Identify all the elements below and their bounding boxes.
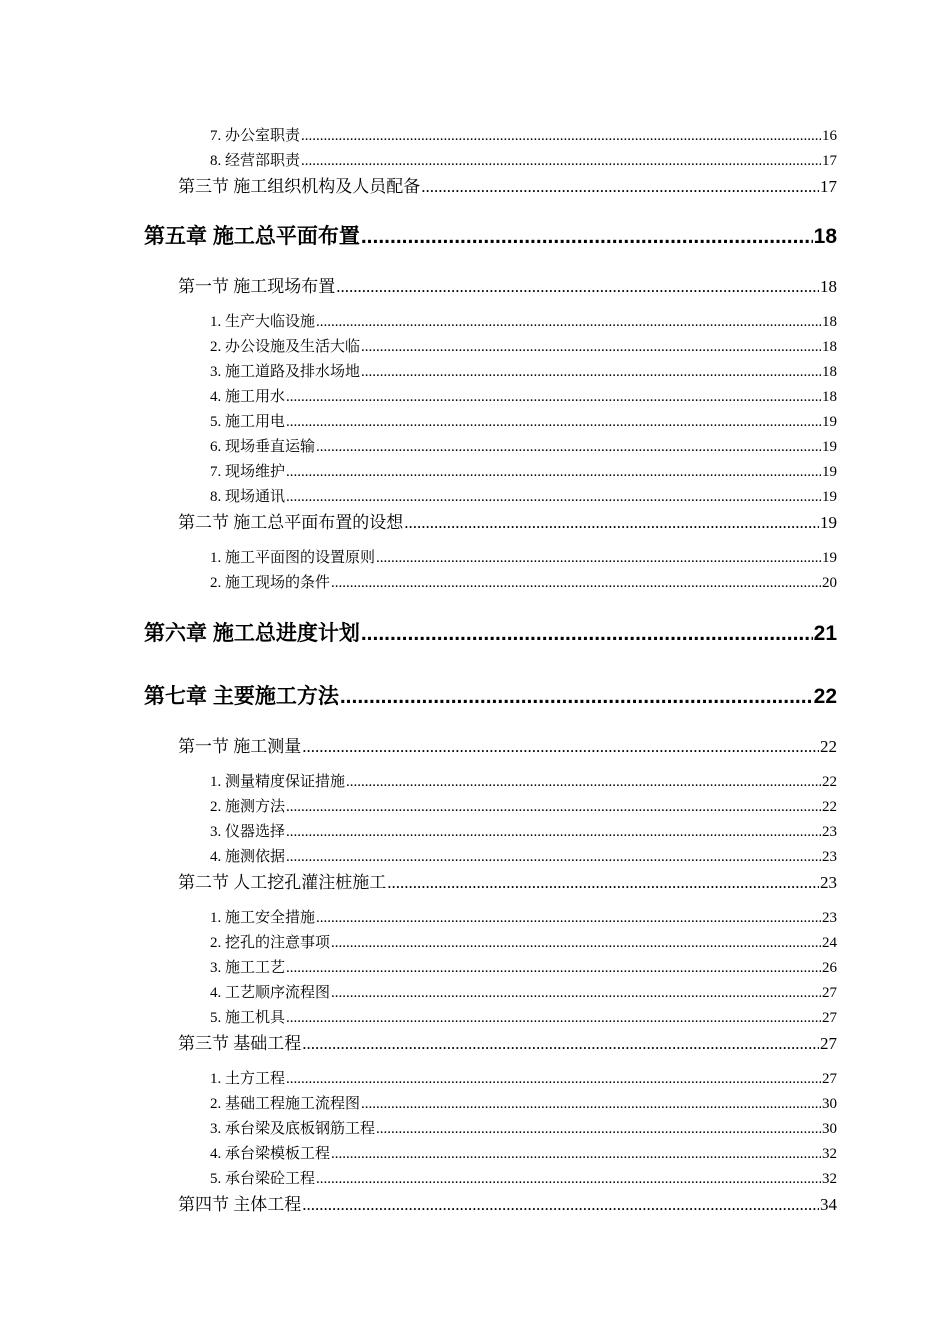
toc-item[interactable] bbox=[0, 546, 837, 571]
toc-section[interactable] bbox=[0, 174, 837, 199]
dot-leader bbox=[361, 224, 813, 250]
toc-page-number: 27 bbox=[820, 1034, 837, 1053]
toc-item-label: 1. 测量精度保证措施 bbox=[210, 774, 346, 790]
toc-page-number: 27 bbox=[822, 985, 837, 1001]
dot-leader bbox=[387, 870, 819, 895]
toc-page-number: 23 bbox=[822, 849, 837, 865]
toc-chapter[interactable] bbox=[0, 224, 837, 250]
toc-page-number: 17 bbox=[822, 153, 837, 169]
toc-section[interactable] bbox=[0, 510, 837, 535]
toc-page-number: 34 bbox=[820, 1195, 837, 1214]
toc-page-number: 23 bbox=[822, 910, 837, 926]
toc-item-label: 8. 经营部职责 bbox=[210, 153, 301, 169]
toc-item[interactable] bbox=[0, 1067, 837, 1092]
dot-leader bbox=[302, 1031, 819, 1056]
toc-page-number: 19 bbox=[822, 464, 837, 480]
toc-chapter-label: 第五章 施工总平面布置 bbox=[144, 225, 360, 248]
toc-item-label: 2. 挖孔的注意事项 bbox=[210, 935, 331, 951]
toc-page-number: 21 bbox=[813, 622, 837, 645]
toc-item[interactable] bbox=[0, 335, 837, 360]
dot-leader bbox=[361, 335, 821, 360]
toc-page-number: 23 bbox=[822, 824, 837, 840]
dot-leader bbox=[404, 510, 819, 535]
toc-item-label: 4. 施工用水 bbox=[210, 389, 286, 405]
toc-page-number: 19 bbox=[820, 513, 837, 532]
toc-chapter-label: 第七章 主要施工方法 bbox=[144, 685, 339, 708]
toc-page-number: 18 bbox=[822, 314, 837, 330]
toc-item[interactable] bbox=[0, 906, 837, 931]
toc-page-number: 23 bbox=[820, 873, 837, 892]
dot-leader bbox=[316, 310, 821, 335]
toc-item[interactable] bbox=[0, 956, 837, 981]
dot-leader bbox=[286, 1067, 821, 1092]
toc-page-number: 32 bbox=[822, 1171, 837, 1187]
dot-leader bbox=[316, 906, 821, 931]
toc-item[interactable] bbox=[0, 310, 837, 335]
dot-leader bbox=[286, 956, 821, 981]
toc-item-label: 2. 施测方法 bbox=[210, 799, 286, 815]
toc-section-label: 第三节 基础工程 bbox=[178, 1034, 302, 1053]
toc-item-label: 5. 施工机具 bbox=[210, 1010, 286, 1026]
toc-item-label: 5. 承台梁砼工程 bbox=[210, 1171, 316, 1187]
toc-page-number: 18 bbox=[822, 364, 837, 380]
toc-section-label: 第三节 施工组织机构及人员配备 bbox=[178, 177, 421, 196]
toc-item-label: 1. 施工安全措施 bbox=[210, 910, 316, 926]
toc-item-label: 3. 承台梁及底板钢筋工程 bbox=[210, 1121, 376, 1137]
toc-item[interactable] bbox=[0, 820, 837, 845]
dot-leader bbox=[301, 149, 821, 174]
toc-page-number: 32 bbox=[822, 1146, 837, 1162]
toc-item[interactable] bbox=[0, 1117, 837, 1142]
toc-page-number: 18 bbox=[813, 225, 837, 248]
toc-page-number: 22 bbox=[820, 737, 837, 756]
toc-page-number: 27 bbox=[822, 1010, 837, 1026]
toc-chapter[interactable] bbox=[0, 684, 837, 710]
toc-item-label: 7. 现场维护 bbox=[210, 464, 286, 480]
dot-leader bbox=[316, 435, 821, 460]
toc-item-label: 2. 施工现场的条件 bbox=[210, 575, 331, 591]
toc-page-number: 18 bbox=[820, 277, 837, 296]
toc-page-number: 19 bbox=[822, 489, 837, 505]
toc-page-number: 19 bbox=[822, 439, 837, 455]
toc-section[interactable] bbox=[0, 1031, 837, 1056]
toc-section-label: 第四节 主体工程 bbox=[178, 1195, 302, 1214]
toc-page-number: 22 bbox=[822, 799, 837, 815]
dot-leader bbox=[302, 734, 819, 759]
dot-leader bbox=[286, 845, 821, 870]
dot-leader bbox=[316, 1167, 821, 1192]
dot-leader bbox=[361, 621, 813, 647]
toc-section-label: 第一节 施工测量 bbox=[178, 737, 302, 756]
toc-item[interactable] bbox=[0, 1092, 837, 1117]
toc-item[interactable] bbox=[0, 1006, 837, 1031]
dot-leader bbox=[286, 1006, 821, 1031]
toc-item-label: 3. 施工道路及排水场地 bbox=[210, 364, 361, 380]
toc-item[interactable] bbox=[0, 435, 837, 460]
toc-item[interactable] bbox=[0, 485, 837, 510]
dot-leader bbox=[331, 571, 821, 596]
toc-page-number: 19 bbox=[822, 550, 837, 566]
dot-leader bbox=[361, 360, 821, 385]
toc-item-label: 1. 施工平面图的设置原则 bbox=[210, 550, 376, 566]
toc-page-number: 22 bbox=[822, 774, 837, 790]
dot-leader bbox=[331, 981, 821, 1006]
dot-leader bbox=[286, 820, 821, 845]
toc-item[interactable] bbox=[0, 981, 837, 1006]
dot-leader bbox=[331, 931, 821, 956]
toc-page-number: 18 bbox=[822, 389, 837, 405]
toc-item-label: 7. 办公室职责 bbox=[210, 128, 301, 144]
dot-leader bbox=[376, 1117, 821, 1142]
dot-leader bbox=[286, 460, 821, 485]
dot-leader bbox=[421, 174, 819, 199]
toc-page-number: 17 bbox=[820, 177, 837, 196]
toc-section[interactable] bbox=[0, 1192, 837, 1217]
toc-page-number: 18 bbox=[822, 339, 837, 355]
toc-item[interactable] bbox=[0, 460, 837, 485]
toc-item-label: 3. 施工工艺 bbox=[210, 960, 286, 976]
dot-leader bbox=[301, 124, 821, 149]
dot-leader bbox=[302, 1192, 819, 1217]
dot-leader bbox=[286, 795, 821, 820]
toc-item-label: 6. 现场垂直运输 bbox=[210, 439, 316, 455]
toc-item[interactable] bbox=[0, 770, 837, 795]
dot-leader bbox=[340, 684, 813, 710]
toc-item[interactable] bbox=[0, 795, 837, 820]
toc-section-label: 第一节 施工现场布置 bbox=[178, 277, 336, 296]
toc-item-label: 4. 承台梁模板工程 bbox=[210, 1146, 331, 1162]
toc-page-number: 16 bbox=[822, 128, 837, 144]
dot-leader bbox=[286, 385, 821, 410]
table-of-contents bbox=[0, 124, 950, 1217]
toc-section-label: 第二节 人工挖孔灌注桩施工 bbox=[178, 873, 387, 892]
toc-section-label: 第二节 施工总平面布置的设想 bbox=[178, 513, 404, 532]
dot-leader bbox=[336, 274, 819, 299]
toc-item[interactable] bbox=[0, 571, 837, 596]
toc-section[interactable] bbox=[0, 274, 837, 299]
toc-chapter-label: 第六章 施工总进度计划 bbox=[144, 622, 360, 645]
toc-item[interactable] bbox=[0, 845, 837, 870]
toc-page-number: 22 bbox=[813, 685, 837, 708]
toc-item-label: 5. 施工用电 bbox=[210, 414, 286, 430]
dot-leader bbox=[331, 1142, 821, 1167]
toc-item[interactable] bbox=[0, 410, 837, 435]
toc-page-number: 26 bbox=[822, 960, 837, 976]
dot-leader bbox=[376, 546, 821, 571]
toc-item-label: 8. 现场通讯 bbox=[210, 489, 286, 505]
toc-page-number: 20 bbox=[822, 575, 837, 591]
toc-item-label: 4. 工艺顺序流程图 bbox=[210, 985, 331, 1001]
toc-item[interactable] bbox=[0, 360, 837, 385]
toc-page-number: 30 bbox=[822, 1121, 837, 1137]
toc-page-number: 24 bbox=[822, 935, 837, 951]
toc-section[interactable] bbox=[0, 870, 837, 895]
toc-item-label: 4. 施测依据 bbox=[210, 849, 286, 865]
toc-item[interactable] bbox=[0, 1142, 837, 1167]
toc-page-number: 30 bbox=[822, 1096, 837, 1112]
toc-section[interactable] bbox=[0, 734, 837, 759]
toc-item[interactable] bbox=[0, 1167, 837, 1192]
toc-chapter[interactable] bbox=[0, 621, 837, 647]
toc-item-label: 2. 办公设施及生活大临 bbox=[210, 339, 361, 355]
toc-item-label: 3. 仪器选择 bbox=[210, 824, 286, 840]
toc-item[interactable] bbox=[0, 149, 837, 174]
dot-leader bbox=[346, 770, 821, 795]
toc-page-number: 19 bbox=[822, 414, 837, 430]
toc-item[interactable] bbox=[0, 124, 837, 149]
toc-item-label: 1. 生产大临设施 bbox=[210, 314, 316, 330]
dot-leader bbox=[286, 485, 821, 510]
toc-item-label: 1. 土方工程 bbox=[210, 1071, 286, 1087]
toc-item[interactable] bbox=[0, 385, 837, 410]
toc-page-number: 27 bbox=[822, 1071, 837, 1087]
toc-item[interactable] bbox=[0, 931, 837, 956]
toc-item-label: 2. 基础工程施工流程图 bbox=[210, 1096, 361, 1112]
dot-leader bbox=[286, 410, 821, 435]
dot-leader bbox=[361, 1092, 821, 1117]
